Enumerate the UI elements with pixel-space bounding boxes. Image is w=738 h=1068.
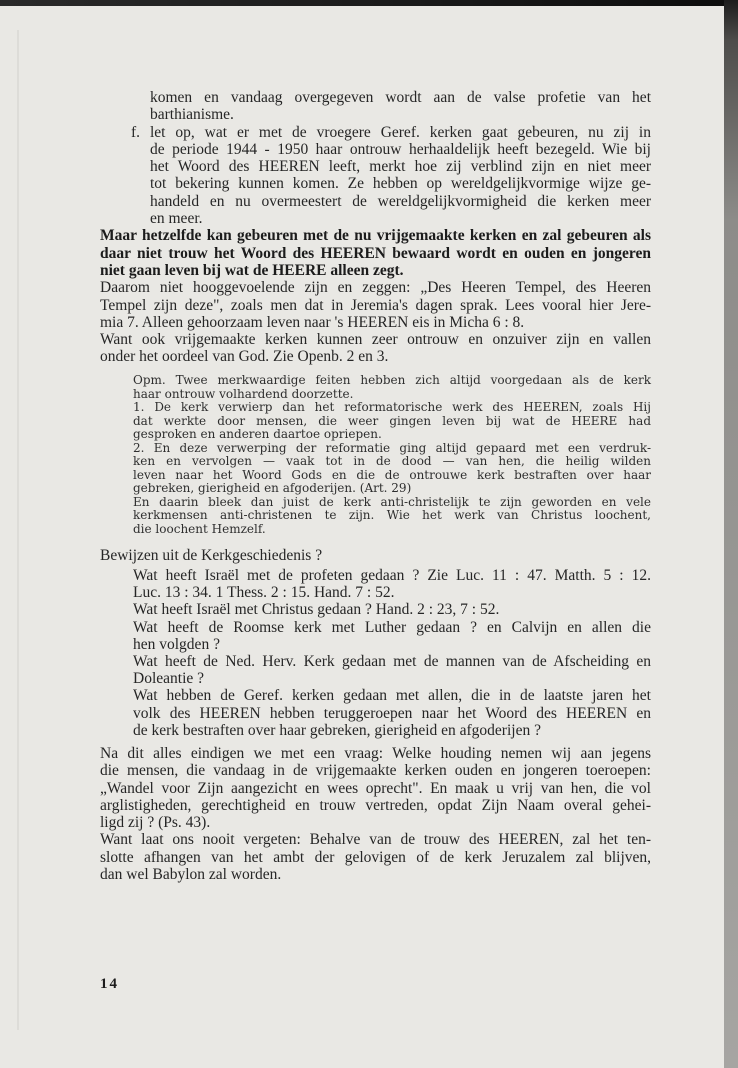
list-item (133, 567, 651, 601)
note-paragraph (133, 442, 651, 496)
text-line: gebreken, gierigheid en afgoderijen. (Art. 29) (133, 481, 412, 496)
text-line: ligd zij ? (Ps. 43). (100, 814, 211, 832)
scan-right-edge (724, 0, 738, 1068)
section-heading: Bewijzen uit de Kerkgeschiedenis ? (100, 547, 323, 564)
note-paragraph (133, 374, 651, 401)
text-line: handeld en nu overmeestert de wereldgelijkvormigheid die kerken meer (150, 192, 651, 210)
text-line: Doleantie ? (133, 670, 205, 688)
paragraph-closing-question (100, 745, 651, 831)
text-line: de periode 1944 - 1950 haar ontrouw herhaaldelijk heeft bezegeld. Wie bij (150, 140, 651, 158)
text-line: daar niet trouw het Woord des HEEREN bewaard wordt en ouden en jongeren (100, 244, 651, 262)
text-line: volk des HEEREN hebben teruggeroepen naar het Woord des HEEREN en (133, 704, 651, 722)
list-item-label: f. (131, 123, 141, 141)
paragraph-daarom (100, 279, 651, 331)
text-line: ken en vervolgen — vaak tot in de dood — van hen, die heilig wilden (133, 454, 651, 469)
text-line: niet gaan leven bij wat de HEERE alleen zegt. (100, 261, 404, 279)
text-line: Wat heeft de Ned. Herv. Kerk gedaan met de mannen van de Afscheiding en (133, 652, 651, 670)
list-item (133, 687, 651, 739)
text-line: Tempel zijn deze", zoals men dat in Jeremia's dagen sprak. Lees vooral hier Jere- (100, 296, 651, 314)
text-line: arglistigheden, gerechtigheid en trouw vertreden, opdat Zijn Naam overal gehei- (100, 796, 651, 814)
text-line: Wat heeft Israël met de profeten gedaan ? Zie Luc. 11 : 47. Matth. 5 : 12. (133, 567, 651, 584)
paragraph-want (100, 331, 651, 366)
text-line: 2. En deze verwerping der reformatie ging altijd gepaard met een verdruk- (133, 440, 651, 455)
text-line: komen en vandaag overgegeven wordt aan de valse profetie van het (150, 89, 651, 106)
list-item (133, 619, 651, 653)
text-line: let op, wat er met de vroegere Geref. kerken gaat gebeuren, nu zij in (150, 123, 651, 141)
text-line: het Woord des HEEREN leeft, merkt hoe zij verblind zijn en niet meer (150, 158, 651, 176)
text-line: tot bekering kunnen komen. Ze hebben op wereldgelijkvormige wijze ge- (150, 175, 651, 193)
list-item (133, 653, 651, 687)
text-line: Want ook vrijgemaakte kerken kunnen zeer ontrouw en onzuiver zijn en vallen (100, 331, 651, 349)
text-line: slotte afhangen van het ambt der gelovigen of de kerk Jeruzalem zal blijven, (100, 848, 651, 866)
paragraph-closing-final (100, 831, 651, 883)
text-line: dat werkte door mensen, die weer gingen leven bij wat de HEERE had (133, 413, 651, 428)
text-line: Luc. 13 : 34. 1 Thess. 2 : 15. Hand. 7 : 52. (133, 584, 395, 602)
scan-left-shadow (17, 30, 19, 1030)
list-item-f (131, 123, 651, 228)
text-line: Wat heeft Israël met Christus gedaan ? Hand. 2 : 23, 7 : 52. (133, 601, 500, 619)
text-line: Want laat ons nooit vergeten: Behalve van de trouw des HEEREN, zal het ten- (100, 831, 651, 849)
text-line: Na dit alles eindigen we met een vraag: Welke houding nemen wij aan jegens (100, 745, 651, 762)
note-paragraph (133, 401, 651, 442)
paragraph-continuation (150, 89, 651, 124)
text-line: die loochent Hemzelf. (133, 522, 266, 537)
list-item (133, 601, 651, 618)
text-line: mia 7. Alleen gehoorzaam leven naar 's HEEREN eis in Micha 6 : 8. (100, 313, 525, 331)
text-line: Opm. Twee merkwaardige feiten hebben zich altijd voorgedaan als de kerk (133, 373, 651, 387)
text-line: Maar hetzelfde kan gebeuren met de nu vrijgemaakte kerken en zal gebeuren als (100, 227, 651, 245)
text-line: Wat heeft de Roomse kerk met Luther gedaan ? en Calvijn en allen die (133, 618, 651, 636)
text-line: Wat hebben de Geref. kerken gedaan met allen, die in de laatste jaren het (133, 687, 651, 705)
text-line: Daarom niet hooggevoelende zijn en zeggen: „Des Heeren Tempel, des Heeren (100, 279, 651, 297)
text-line: „Wandel voor Zijn aangezicht en wees oprecht". En maak u vrij van hen, die vol (100, 779, 651, 797)
text-line: En daarin bleek dan juist de kerk anti-christelijk te zijn geworden en vele (133, 494, 651, 509)
page-number: 14 (100, 976, 119, 992)
text-line: hen volgden ? (133, 635, 220, 653)
upper-section (100, 89, 651, 366)
text-line: 1. De kerk verwierp dan het reformatorische werk des HEEREN, zoals Hij (133, 400, 651, 415)
note-block (133, 374, 651, 537)
paragraph-bold-warning (100, 227, 651, 279)
closing-section (100, 745, 651, 883)
scan-top-edge (0, 0, 738, 6)
note-paragraph (133, 496, 651, 537)
text-line: leven naar het Woord Gods en die de ontrouwe kerk bestraften over haar (133, 467, 651, 482)
text-line: haar ontrouw volhardend doorzette. (133, 386, 354, 401)
text-line: dan wel Babylon zal worden. (100, 866, 282, 884)
evidence-list (133, 567, 651, 739)
text-line: en meer. (150, 210, 203, 228)
text-line: die mensen, die vandaag in de vrijgemaakte kerken ouden en jongeren toeroepen: (100, 762, 651, 780)
text-line: gesproken en anderen daartoe opriepen. (133, 427, 382, 442)
text-line: kerkmensen anti-christenen te zijn. Wie het werk van Christus loochent, (133, 508, 651, 523)
text-line: barthianisme. (150, 106, 234, 124)
text-line: onder het oordeel van God. Zie Openb. 2 en 3. (100, 348, 389, 366)
text-line: de kerk bestraften over haar gebreken, gierigheid en afgoderijen ? (133, 721, 541, 739)
